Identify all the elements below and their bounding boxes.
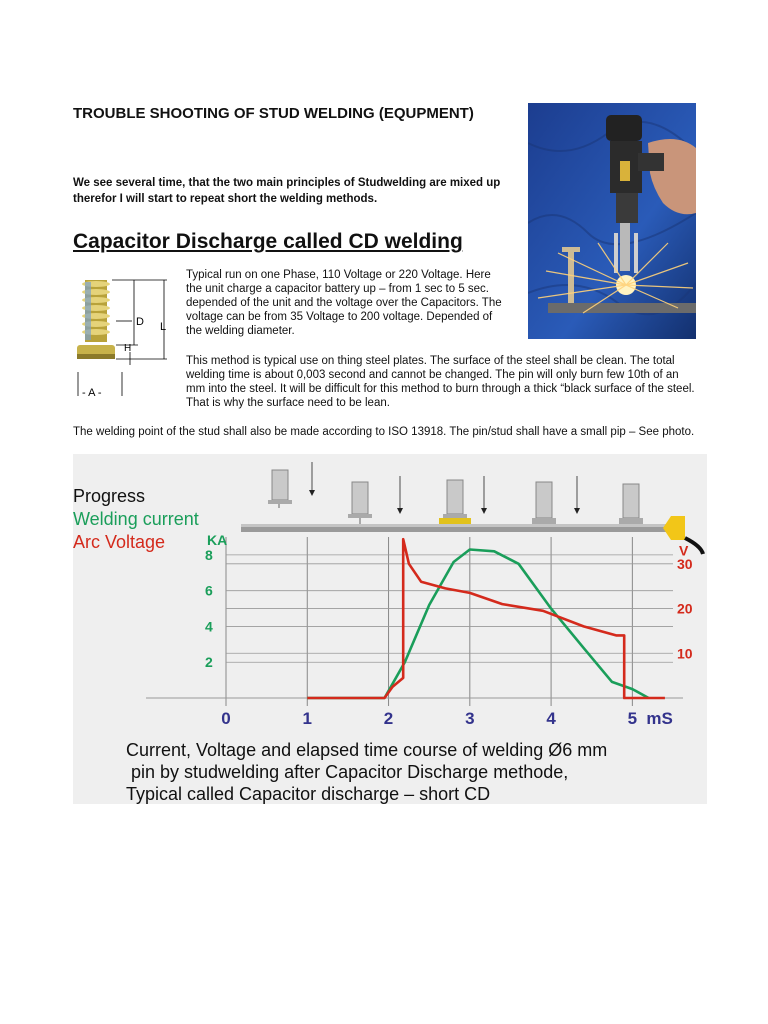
y-right-tick-label: 10 bbox=[677, 645, 693, 662]
stud-dimension-diagram bbox=[72, 270, 180, 408]
label-a: - A - bbox=[82, 387, 102, 399]
legend-progress: Progress bbox=[73, 486, 146, 506]
paragraph-cd-method: This method is typical use on thing steel plates. The surface of the steel shall be clean. The total welding time is about 0,003 second and cannot be changed. The pin will only burn few 10th of an mm into the steel. It will be difficult for this method to burn through a thick “black surface of the steel. That is why the surface need to be lean. bbox=[186, 355, 695, 409]
y-right-tick-label: 20 bbox=[677, 600, 693, 617]
chart-caption-line-2: pin by studwelding after Capacitor Discharge methode, bbox=[126, 762, 569, 782]
x-tick-label: 0 bbox=[221, 709, 231, 728]
label-l: L bbox=[160, 321, 167, 333]
stud-thread bbox=[82, 280, 110, 342]
section-heading: Capacitor Discharge called CD welding bbox=[73, 230, 463, 253]
paragraph-cd-supply: Typical run on one Phase, 110 Voltage or 220 Voltage. Here the unit charge a capacitor battery up – from 1 sec to 5 sec. depended of the unit and the voltage over the Capacitors. The voltage can be from 35 Voltage to 200 voltage. Depended of the welding diameter. bbox=[186, 269, 502, 337]
label-h: H bbox=[124, 343, 132, 354]
welding-chart bbox=[73, 454, 707, 804]
x-tick-label: 1 bbox=[302, 709, 313, 728]
y-left-tick-label: 6 bbox=[205, 582, 213, 599]
legend-arc-voltage: Arc Voltage bbox=[73, 532, 166, 552]
y-left-unit: KA bbox=[207, 532, 228, 548]
y-left-tick-label: 2 bbox=[205, 654, 213, 671]
x-tick-label: 4 bbox=[546, 709, 556, 728]
y-right-unit: V bbox=[679, 542, 689, 559]
x-axis-unit: mS bbox=[646, 709, 673, 728]
paragraph-iso-stud: The welding point of the stud shall also be made according to ISO 13918. The pin/stud shall have a small pip – See photo. bbox=[73, 426, 695, 438]
legend-welding-current: Welding current bbox=[73, 509, 199, 529]
chart-caption-line-1: Current, Voltage and elapsed time course of welding Ø6 mm bbox=[126, 740, 608, 760]
intro-paragraph: We see several time, that the two main principles of Studwelding are mixed up therefor I will start to repeat short the welding methods. bbox=[73, 177, 501, 205]
y-right-tick-label: 30 bbox=[677, 555, 693, 572]
x-tick-label: 3 bbox=[465, 709, 475, 728]
welding-gun-photo bbox=[528, 103, 696, 339]
stud-stage-5 bbox=[619, 484, 643, 524]
x-tick-label: 2 bbox=[383, 709, 394, 728]
y-left-tick-label: 8 bbox=[205, 546, 213, 563]
chart-caption-line-3: Typical called Capacitor discharge – short CD bbox=[126, 784, 491, 804]
label-d: D bbox=[136, 316, 144, 328]
x-tick-label: 5 bbox=[627, 709, 638, 728]
y-left-tick-label: 4 bbox=[205, 618, 213, 635]
document-title: TROUBLE SHOOTING OF STUD WELDING (EQUPMENT) bbox=[73, 105, 474, 122]
